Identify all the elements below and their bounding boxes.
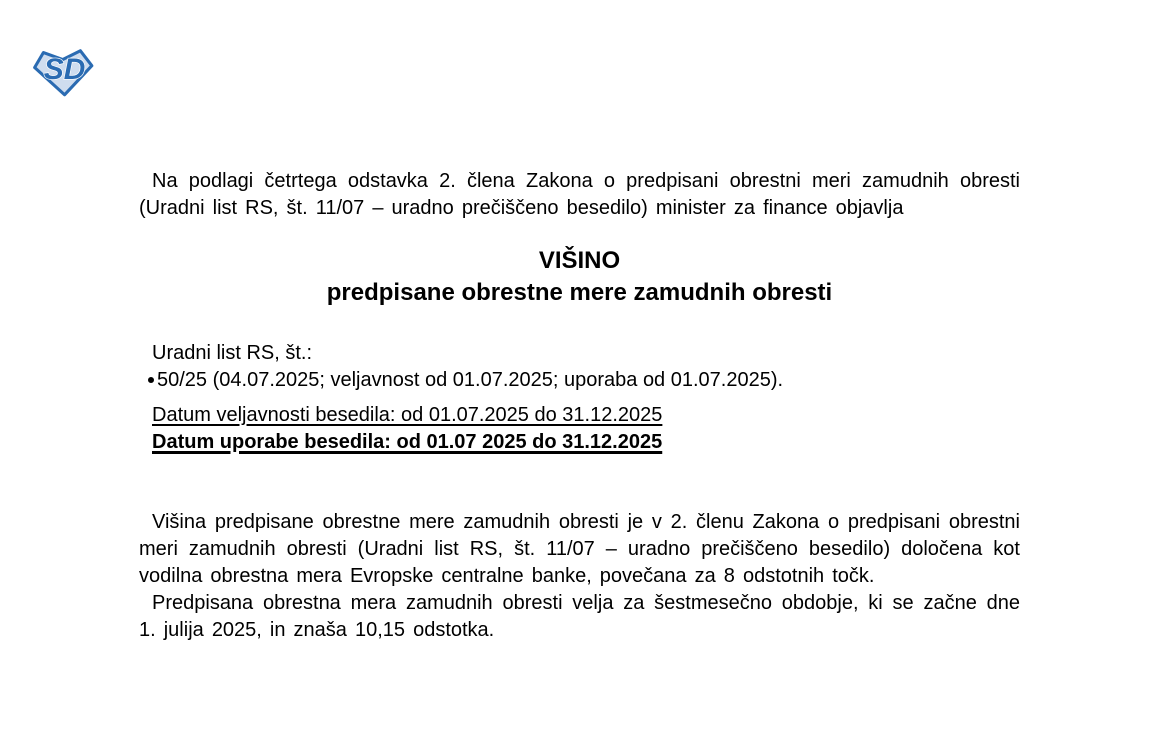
bullet-icon [148,377,154,383]
document-content [139,0,1020,644]
gazette-item-text: 50/25 (04.07.2025; veljavnost od 01.07.2025; uporaba od 01.07.2025). [157,369,784,391]
title-line-2: predpisane obrestne mere zamudnih obresti [326,279,833,306]
gazette-list-item [139,367,1020,394]
validity-date-line: Datum veljavnosti besedila: od 01.07.2025 do 31.12.2025 [152,404,663,426]
body-section [139,509,1020,644]
document-title [139,245,1020,309]
body-paragraph-2: Predpisana obrestna mera zamudnih obresti velja za šestmesečno obdobje, ki se začne dne 1. julija 2025, in znaša 10,15 odstotka. [139,592,1020,641]
body-paragraph-1: Višina predpisane obrestne mere zamudnih obresti je v 2. členu Zakona o predpisani obrestni meri zamudnih obresti (Uradni list RS, št. 11/07 – uradno prečiščeno besedilo) določena kot vodilna obrestna mera Evropske centralne banke, povečana za 8 odstotnih točk. [139,511,1020,587]
title-line-1: VIŠINO [538,247,621,274]
validity-section [139,402,1020,456]
sd-logo-letters: SD [43,52,86,86]
usage-date-line: Datum uporabe besedila: od 01.07 2025 do 31.12.2025 [152,431,663,453]
gazette-section [139,340,1020,394]
intro-paragraph: Na podlagi četrtega odstavka 2. člena Zakona o predpisani obrestni meri zamudnih obresti (Uradni list RS, št. 11/07 – uradno prečiščeno besedilo) minister za finance objavlja [139,170,1020,219]
sd-logo-shape [32,42,98,100]
gazette-label: Uradni list RS, št.: [152,342,313,364]
sd-logo-icon [32,42,98,100]
